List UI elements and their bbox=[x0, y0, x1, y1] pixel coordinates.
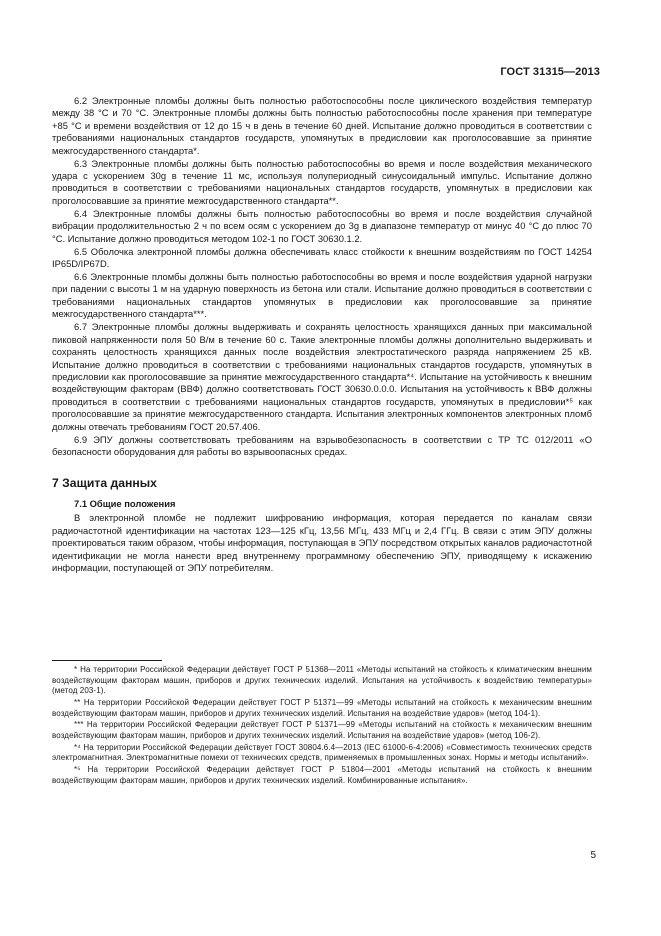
paragraph-6-4: 6.4 Электронные пломбы должны быть полностью работоспособны во время и после воздействия случайной вибрации продолжительностью 2 ч по всем осям с ускорением до 3g в диапазоне температур от минус 40 °С до плюс 70 °С. Испытание должно проводиться методом 102-1 по ГОСТ 30630.1.2. bbox=[52, 207, 592, 244]
section-title-data-protection: 7 Защита данных bbox=[52, 476, 157, 491]
paragraph-6-5: 6.5 Оболочка электронной пломбы должна обеспечивать класс стойкости к внешним воздействиям по ГОСТ 14254 IP65D/IP67D. bbox=[52, 245, 592, 270]
page-number: 5 bbox=[590, 850, 596, 861]
paragraph-7-1-text: В электронной пломбе не подлежит шифрованию информация, которая передается по каналам связи радиочастотной идентификации на частотах 123—125 кГц, 13,56 МГц, 433 МГц и 2,4 ГГц. В связи с этим ЭПУ должны проектироваться таким образом, чтобы информация, поступающая в ЭПУ посредством открытых каналов радиочастотной идентификации не могла нанести вред внутреннему программному обеспечению ЭПУ, приводящему к искажению информации, поступающей от ЭПУ потребителям. bbox=[52, 512, 592, 573]
document-page bbox=[52, 0, 600, 936]
paragraph-6-9: 6.9 ЭПУ должны соответствовать требованиям на взрывобезопасность в соответствии с ТР ТС 012/2011 «О безопасности оборудования для работы во взрывоопасных средах. bbox=[52, 433, 592, 457]
main-text bbox=[52, 95, 592, 575]
footnotes bbox=[52, 660, 592, 787]
paragraph-6-2: 6.2 Электронные пломбы должны быть полностью работоспособны после циклического воздействия температур между 38 °С и 70 °С. Электронные пломбы должны быть полностью работоспособны после хранения при температуре +85 °С и времени воздействия от 12 до 15 ч в день в течение 60 дней. Испытание должно проводиться в соответствии с требованиями национальных стандартов государств, упомянутых в предисловии как проголосовавшие за принятие межгосударственного стандарта*. bbox=[52, 95, 592, 156]
footnote-1: * На территории Российской Федерации действует ГОСТ Р 51368—2011 «Методы испытаний на стойкость к климатическим внешним воздействующим факторам машин, приборов и других технических изделий. Испытания на устойчивость к воздействию температуры» (метод 203-1). bbox=[52, 665, 592, 696]
standard-code-header: ГОСТ 31315—2013 bbox=[500, 66, 600, 78]
footnote-3: *** На территории Российской Федерации действует ГОСТ Р 51371—99 «Методы испытаний на стойкость к механическим внешним воздействующим факторам машин, приборов и других технических изделий. Испытания на воздействие ударов» (метод 106-2). bbox=[52, 720, 592, 740]
paragraph-6-6: 6.6 Электронные пломбы должны быть полностью работоспособны во время и после воздействия ударной нагрузки при падении с высоты 1 м на ударную поверхность из бетона или стали. Испытание должно проводиться в соответствии с требованиями национальных стандартов упомянутых в предисловии как проголосовавшие за принятие межгосударственного стандарта***. bbox=[52, 271, 592, 320]
paragraph-6-7: 6.7 Электронные пломбы должны выдерживать и сохранять целостность хранящихся данных при максимальной пиковой напряженности поля 50 В/м в течение 60 с. Такие электронные пломбы должны дополнительно выдерживать и сохранять целостность хранящихся данных после воздействия электростатического разряда напряжением 25 кВ. Испытание должно проводиться в соответствии с требованиями национальных стандартов государств, упомянутых в предисловии как проголосовавшие за принятие межгосударственного стандарта*⁴. Испытание на устойчивость к внешним воздействующим факторам (ВВФ) должно соответствовать ГОСТ 30630.0.0.0. Испытания на устойчивость к ВВФ должны проводиться в соответствии с требованиями национальных стандартов государств, упомянутых в предисловии*⁵ как проголосовавшие за принятие межгосударственного стандарта. Испытания электронных компонентов электронных пломб должны отвечать требованиям ГОСТ 20.57.406. bbox=[52, 321, 592, 432]
footnote-5: *⁵ На территории Российской Федерации действует ГОСТ Р 51804—2001 «Методы испытаний на стойкость к внешним воздействующим факторам машин, приборов и других технических изделий. Комбинированные испытания». bbox=[52, 765, 592, 785]
footnote-divider bbox=[52, 660, 162, 661]
subsection-title-general: 7.1 Общие положения bbox=[74, 498, 176, 510]
footnote-2: ** На территории Российской Федерации действует ГОСТ Р 51371—99 «Методы испытаний на стойкость к механическим внешним воздействующим факторам машин, приборов и других технических изделий. Испытания на воздействие ударов» (метод 104-1). bbox=[52, 697, 592, 718]
paragraph-6-3: 6.3 Электронные пломбы должны быть полностью работоспособны во время и после воздействия механического удара с ускорением 30g в течение 11 мс, используя полупериодный синусоидальный импульс. Испытание должно проводиться в соответствии с требованиями национальных стандартов государств, упомянутых в предисловии как проголосовавшие за принятие межгосударственного стандарта**. bbox=[52, 157, 592, 206]
footnote-4: *⁴ На территории Российской Федерации действует ГОСТ 30804.6.4—2013 (IEC 61000-6-4:2006) «Совместимость технических средств электромагнитная. Электромагнитные помехи от технических средств, применяемых в промышленных зонах. Нормы и методы испытаний». bbox=[52, 742, 592, 763]
